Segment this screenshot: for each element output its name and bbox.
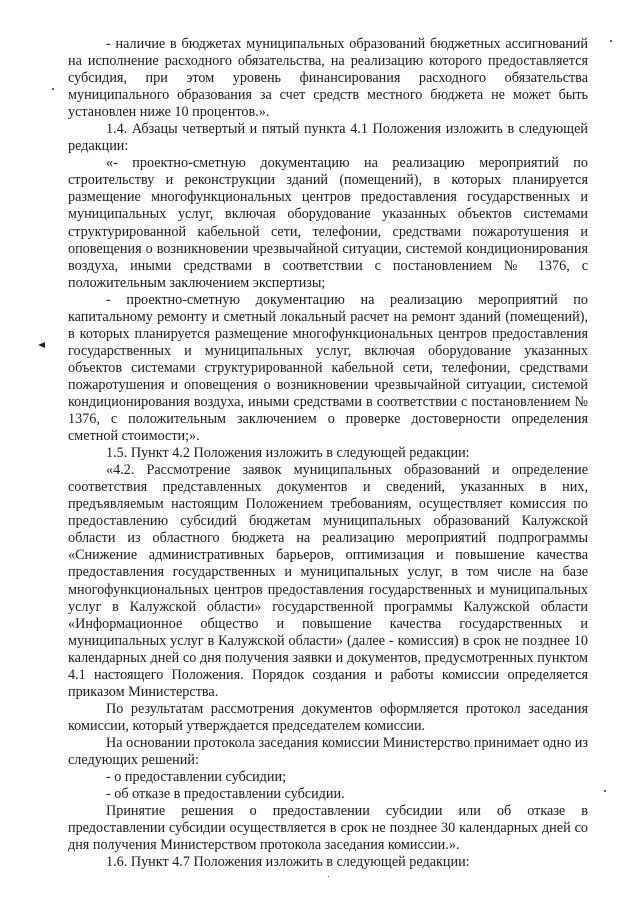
- list-item-grant: - о предоставлении субсидии;: [106, 769, 287, 786]
- paragraph-budget-condition: - наличие в бюджетах муниципальных образований бюджетных ассигнований на исполнение расходного обязательства, на реализацию которого предоставляется субсидия, при этом уровень финансирования расходного обязательства муниципального образования за счет средств местного бюджета не может быть установлен ниже 10 процентов.».: [68, 36, 588, 121]
- paragraph-decision-intro: На основании протокола заседания комиссии Министерство принимает одно из следующих решений:: [68, 734, 588, 768]
- paragraph-protocol: По результатам рассмотрения документов оформляется протокол заседания комиссии, который утверждается председателем комиссии.: [68, 700, 588, 734]
- list-item-refusal: - об отказе в предоставлении субсидии.: [106, 786, 345, 803]
- paragraph-item-1-6: 1.6. Пункт 4.7 Положения изложить в следующей редакции:: [106, 854, 470, 871]
- scan-speck: [610, 40, 612, 42]
- paragraph-clause-4-2: «4.2. Рассмотрение заявок муниципальных образований и определение соответствия представленных документов и сведений, указанных в них, предъявляемым настоящим Положением требованиям, осуществляет комиссия по предоставлению субсидий бюджетам муниципальных образований Калужской области из областного бюджета на реализацию мероприятий подпрограммы «Снижение административных барьеров, оптимизация и повышение качества предоставления государственных и муниципальных услуг, в том числе на базе многофункциональных центров предоставления государственных и муниципальных услуг в Калужской области» государственной программы Калужской области «Информационное общество и повышение качества государственных и муниципальных услуг в Калужской области» (далее - комиссия) в срок не позднее 10 календарных дней со дня получения заявки и документов, предусмотренных пунктом 4.1 настоящего Положения. Порядок создания и работы комиссии определяется приказом Министерства.: [68, 462, 588, 700]
- scan-margin-arrow-mark: [38, 342, 45, 348]
- paragraph-item-1-5: 1.5. Пункт 4.2 Положения изложить в следующей редакции:: [106, 445, 470, 462]
- paragraph-decision-term: Принятие решения о предоставлении субсидии или об отказе в предоставлении субсидии осуществляется в срок не позднее 30 календарных дней со дня получения Министерством протокола заседания комиссии.».: [68, 803, 588, 854]
- paragraph-design-construction: «- проектно-сметную документацию на реализацию мероприятий по строительству и реконструкции зданий (помещений), в которых планируется размещение многофункциональных центров предоставления государственных и муниципальных услуг, включая оборудование указанных объектов системами структурированной кабельной сети, телефонии, средствами пожаротушения и оповещения о возникновении чрезвычайной ситуации, системой кондиционирования воздуха, иными средствами в соответствии с постановлением № 1376, с положительным заключением экспертизы;: [68, 155, 588, 291]
- paragraph-item-1-4: 1.4. Абзацы четвертый и пятый пункта 4.1 Положения изложить в следующей редакции:: [68, 121, 588, 155]
- scan-speck: [52, 88, 54, 90]
- paragraph-design-repair: - проектно-сметную документацию на реализацию мероприятий по капитальному ремонту и сметный локальный расчет на ремонт зданий (помещений), в которых планируется размещение многофункциональных центров предоставления государственных и муниципальных услуг, включая оборудование указанных объектов системами структурированной кабельной сети, телефонии, средствами пожаротушения и оповещения о возникновении чрезвычайной ситуации, системой кондиционирования воздуха, иными средствами в соответствии с постановлением № 1376, с положительным заключением о проверке достоверности определения сметной стоимости;».: [68, 291, 588, 445]
- scan-speck: [328, 876, 329, 877]
- document-body: [68, 36, 588, 871]
- scan-speck: [604, 790, 606, 792]
